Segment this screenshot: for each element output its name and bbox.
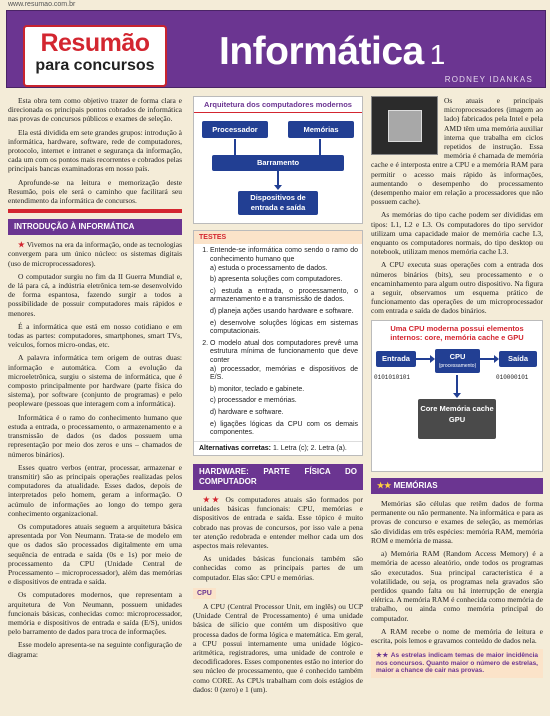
brand-logo (23, 25, 167, 87)
chip-die (388, 110, 422, 142)
body-paragraph: ★★ Os computadores atuais são formados por unidades básicas funcionais: CPU, memórias e dispositivos de entrada e saída. Esse tópico é muito cobrado nas provas de concursos, por isso vale a pena ter atenção redobrada e entender melhor cada um dos aspectos mais relevantes. (193, 494, 363, 550)
question-1: 1. Entende-se informática como sendo o ramo do conhecimento humano que a) estuda o processamento de dados. b) apresenta soluções com computadores. c) estuda a entrada, o processamento, o armazenamento e a transmissão de dados. d) planeja ações usando hardware e software. e) desenvolve soluções lógicas em sistemas computacionais. (210, 247, 358, 336)
option: c) estuda a entrada, o processamento, o armazenamento e a transmissão de dados. (210, 287, 358, 304)
output-box: Saída (499, 351, 537, 367)
diagram-title: Arquitetura dos computadores modernos (194, 97, 362, 113)
cpu-diagram-title: Uma CPU moderna possui elementos internos: core, memória cache e GPU (390, 323, 524, 342)
option: d) planeja ações usando hardware e software. (210, 307, 354, 315)
logo-top-text: Resumão (40, 29, 150, 57)
star-icon: ★ (18, 240, 25, 250)
memory-box: Memórias (288, 121, 354, 138)
tests-box (193, 230, 363, 456)
body-paragraph: A RAM recebe o nome de memória de leitura e escrita, pois lemos e gravamos conteúdo de dados nela. (371, 626, 543, 645)
intro-paragraph: Esta obra tem como objetivo trazer de forma clara e direcionada os principais pontos cobrados de informática nas provas de concursos públicos e exames de seleção. (8, 96, 182, 124)
input-box: Entrada (376, 351, 416, 367)
core-box: Core Memória cache GPU (418, 399, 496, 439)
star-icon: ★★ (376, 652, 389, 660)
body-paragraph: Os atuais e principais microprocessadores (imagem ao lado) fabricados pela Intel e pela AMD têm uma memória auxiliar interna que trabalha em ciclos repetidos de instrução. Essa memória é chamada de memória cache e é interposta entre a CPU e a memória RAM para permitir o acesso mais rápido às informações, aumentando o desempenho do processamento (desempenho maior em relação a processadores que não possuem cache). (371, 96, 543, 207)
tests-label: TESTES (194, 231, 362, 244)
architecture-diagram (193, 96, 363, 224)
body-paragraph: A palavra informática tem origem de outras duas: informação e automática. Com a evolução da microeletrônica, surgiu o sistema de informática, que é composto principalmente por hardware (parte física do sistema), por software (conjunto de programas) e pelo peopleware (pessoas que interagem com a informática). (8, 353, 182, 409)
option: b) apresenta soluções com computadores. (210, 276, 343, 284)
column-middle (193, 96, 363, 698)
processor-box: Processador (202, 121, 268, 138)
body-paragraph: Memórias são células que retêm dados de forma permanente ou não permanente. Na informática e para as provas de concurso e exames de seleção, as memórias são divididas em três espécies: memória RAM, memória ROM e memória de massa. (371, 499, 543, 545)
section-heading-memorias: ★★ MEMÓRIAS (371, 478, 543, 494)
section-heading-hardware: HARDWARE: PARTE FÍSICA DO COMPUTADOR (193, 464, 363, 490)
intro-paragraph: Aprofunde-se na leitura e memorização deste Resumão, pois ele será o caminho que facilitará seu entendimento da informática de concursos. (8, 177, 182, 206)
body-paragraph: a) Memória RAM (Random Access Memory) é a memória de acesso aleatório, onde todos os programas são executados. Sua principal característica é a volatilidade, ou seja, os programas nela gravados são perdidos quando falta ou há interrupção de energia elétrica. A memória RAM é conhecida como memória de trabalho, ou ainda como memória principal do computador. (371, 549, 543, 623)
option: a) processador, memórias e dispositivos de E/S. (210, 365, 358, 382)
intro-paragraph: Ela está dividida em sete grandes grupos: introdução à informática, hardware, software, rede de computadores, protocolo, internet e intranet e segurança da informação, cada um com os pontos mais recorrentes e cobrados pelas principais bancas examinadoras em nosso país. (8, 127, 182, 174)
logo-bottom-text: para concursos (35, 57, 155, 74)
site-url: www.resumao.com.br (8, 1, 76, 8)
body-paragraph: O computador surgiu no fim da II Guerra Mundial e, de lá para cá, a indústria eletrônica tem-se desenvolvido de forma espantosa, fazendo surgir a todos a possibilidade de possuir computadores mais rápidos e menores. (8, 271, 182, 318)
bits-out: 010000101 (496, 374, 529, 382)
body-paragraph: A CPU executa suas operações com a entrada dos números binários (bits), seu processamento e o encaminhamento para algum outro dispositivo. Na figura a seguir, observamos um esquema prático de funcionamento das operações de um microprocessador com entrada e saída de dados binários. (371, 260, 543, 316)
star-icon: ★★ (377, 481, 392, 491)
cpu-diagram (371, 320, 543, 472)
page-title-number: 1 (429, 39, 445, 70)
option: b) monitor, teclado e gabinete. (210, 385, 305, 393)
bus-box: Barramento (212, 155, 344, 171)
body-paragraph: Esse modelo apresenta-se na seguinte configuração de diagrama: (8, 640, 182, 659)
page-title (219, 30, 445, 74)
option: e) ligações lógicas da CPU com os demais componentes. (210, 420, 358, 437)
header-banner (6, 10, 546, 88)
body-paragraph: ★ Vivemos na era da informação, onde as tecnologias convergem para um único núcleo: os sistemas digitais (uso de microprocessadores). (8, 240, 182, 268)
body-paragraph: É a informática que está em nosso cotidiano e em todas as partes: computadores, smartphones, smart TVs, veículos, fornos micro-ondas, etc. (8, 321, 182, 350)
page-title-text: Informática (219, 30, 424, 73)
column-right (371, 96, 543, 678)
star-icon: ★★ (203, 494, 222, 504)
section-divider (8, 209, 182, 213)
body-paragraph: Informática é o ramo do conhecimento humano que estuda a entrada, o processamento, o armazenamento e a transmissão de dados (os dados possuem uma representação por meio dos zeros e uns – chamados de números binários). (8, 412, 182, 459)
cpu-box: CPU (processamento) (435, 349, 480, 373)
body-paragraph: Esses quatro verbos (entrar, processar, armazenar e transmitir) são as principais operações realizadas pelos computadores da atualidade. Esses dados, depois de interpretados pelo homem, geram a informação. O acúmulo de informações ao longo do tempo gera conhecimento organizacional. (8, 462, 182, 518)
body-paragraph: As memórias do tipo cache podem ser divididas em tipos: L1, L2 e L3. Os computadores do tipo servidor utilizam uma capacidade maior de memória cache L3, enquanto os computadores normais, do tipo desktop ou notebook, utilizam menos memória cache L3. (371, 210, 543, 257)
body-paragraph: As unidades básicas funcionais também são conhecidas como as principais partes de um computador. Elas são: CPU e memórias. (193, 554, 363, 582)
io-box: Dispositivos de entrada e saída (238, 191, 318, 215)
diagram-body (194, 113, 362, 223)
column-left (8, 96, 182, 663)
answers: Alternativas corretas: 1. Letra (c); 2. Letra (a). (194, 441, 362, 455)
bits-in: 0101010101 (374, 374, 411, 382)
cpu-diagram-body (372, 345, 542, 471)
body-paragraph: Os computadores atuais seguem a arquitetura básica apresentada por Von Neumann. Trata-se de modelo em que os dados são processados digitalmente em uma sequência de entrada e saída (0s e 1s) por meio de processamento da CPU (Unidade Central de Processamento – microprocessador), além das memórias e dispositivos de entrada e saída. (8, 521, 182, 587)
body-paragraph: A CPU (Central Processor Unit, em inglês) ou UCP (Unidade Central de Processamento) é uma unidade básica de silício que contém um dispositivo que processa dados de forma lógica e matemática. Em geral, a CPU possui internamente uma unidade lógico-aritmética, registradores, uma unidade de controle e decodificadores. Esses componentes estão no interior do seu núcleo de processamento, que é conhecido também como CORE. As CPUs trabalham com dois estágios de dados: 0 (zero) e 1 (um). (193, 601, 363, 694)
cpu-subheading: CPU (193, 588, 216, 599)
option: c) processador e memórias. (210, 397, 297, 405)
author-name: RODNEY IDANKAS (444, 75, 533, 84)
stars-note: ★★ As estrelas indicam temas de maior incidência nos concursos. Quanto maior o número de estrelas, maior a chance de cair nas provas. (371, 649, 543, 678)
option: e) desenvolve soluções lógicas em sistemas computacionais. (210, 319, 358, 336)
section-heading-intro: INTRODUÇÃO À INFORMÁTICA (8, 219, 182, 235)
microprocessor-image (371, 96, 438, 155)
option: a) estuda o processamento de dados. (210, 264, 328, 272)
body-paragraph: Os computadores modernos, que representam a arquitetura de Von Neumann, possuem unidades funcionais básicas, conhecidas como: microprocessador, memória e dispositivos de entrada e saída (E/S), unidos pelo barramento de dados para troca de informações. (8, 590, 182, 637)
question-2: 2. O modelo atual dos computadores prevê uma estrutura mínima de funcionamento que deve conter a) processador, memórias e dispositivos de E/S. b) monitor, teclado e gabinete. c) processador e memórias. d) hardware e software. e) ligações lógicas da CPU com os demais componentes. (210, 340, 358, 438)
option: d) hardware e software. (210, 408, 284, 416)
